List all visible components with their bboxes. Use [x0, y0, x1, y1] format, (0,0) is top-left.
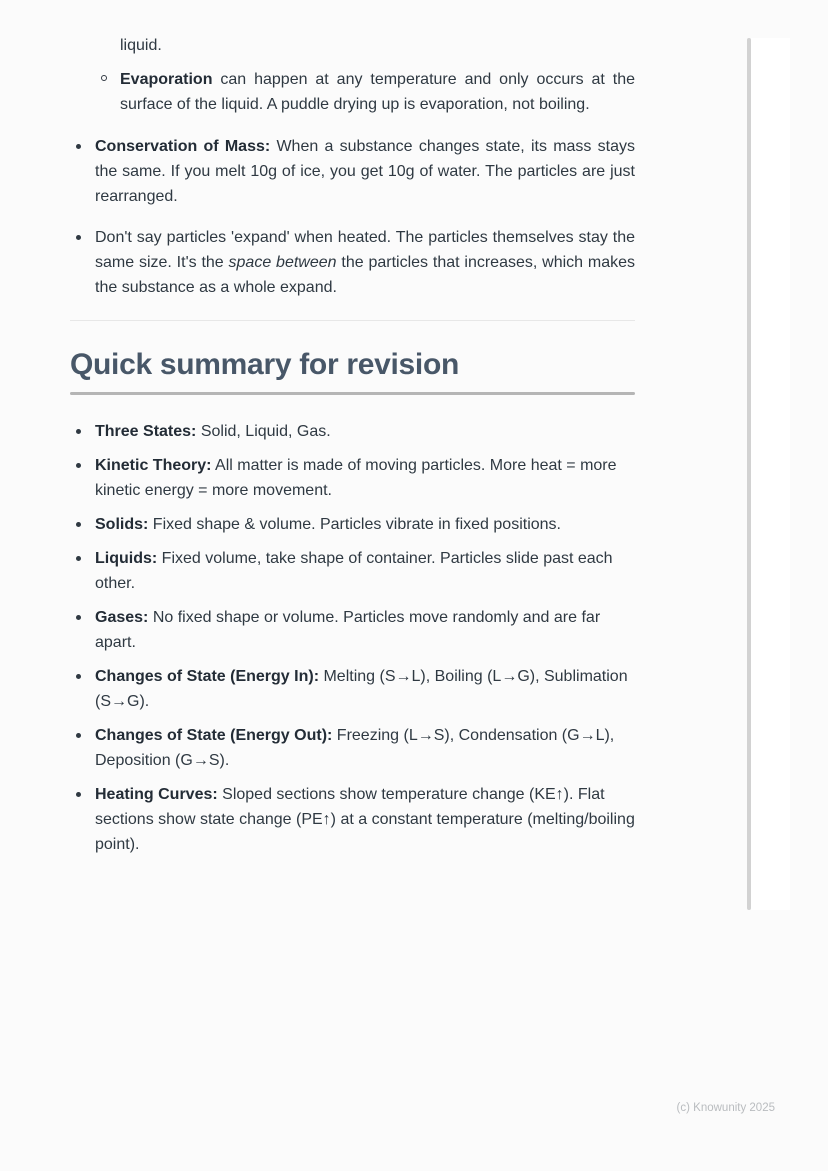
scrollbar-thumb[interactable] — [747, 38, 751, 910]
summary-list — [70, 419, 635, 857]
list-item-bold: Three States: — [95, 423, 197, 440]
list-item-text: Sloped sections show temperature change (KE↑). Flat sections show state change (PE↑) at a constant temperature (melting/boiling point). — [95, 786, 635, 853]
section-heading: Quick summary for revision — [70, 348, 460, 381]
list-item — [70, 134, 635, 209]
list-item-text: the particles that increases, which makes the substance as a whole expand. — [95, 254, 635, 296]
list-item — [70, 546, 635, 596]
list-item-text: Solid, Liquid, Gas. — [196, 423, 331, 440]
list-item-text: No fixed shape or volume. Particles move randomly and are far apart. — [95, 609, 601, 651]
list-item-text: Fixed shape & volume. Particles vibrate in fixed positions. — [148, 516, 561, 533]
disc-bullet-icon — [76, 522, 81, 527]
disc-bullet-icon — [76, 235, 81, 240]
disc-bullet-icon — [76, 429, 81, 434]
list-item-text: liquid. — [120, 37, 162, 54]
copyright-text: (c) Knowunity 2025 — [676, 1102, 775, 1114]
list-item-italic: space between — [228, 254, 337, 271]
list-item-bold: Gases: — [95, 609, 149, 626]
list-item — [70, 67, 635, 117]
list-item — [70, 782, 635, 857]
disc-bullet-icon — [76, 556, 81, 561]
list-item-bold: Liquids: — [95, 550, 158, 567]
disc-bullet-icon — [76, 463, 81, 468]
list-item — [70, 419, 635, 444]
list-item-text: Fixed volume, take shape of container. Particles slide past each other. — [95, 550, 613, 592]
list-item-bold: Kinetic Theory: — [95, 457, 212, 474]
list-item — [70, 723, 635, 773]
list-item-continuation — [70, 33, 635, 58]
list-item-text: Melting (S→L), Boiling (L→G), Sublimation (S→G). — [95, 668, 628, 710]
notes-list — [70, 33, 635, 300]
list-item-bold: Evaporation — [120, 71, 213, 88]
list-item-text: can happen at any temperature and only occurs at the surface of the liquid. A puddle drying up is evaporation, not boiling. — [120, 71, 635, 113]
circle-bullet-icon — [101, 75, 107, 81]
disc-bullet-icon — [76, 144, 81, 149]
document-content — [70, 33, 635, 866]
list-item-text: When a substance changes state, its mass stays the same. If you melt 10g of ice, you get 10g of water. The particles are just rearranged. — [95, 138, 636, 205]
disc-bullet-icon — [76, 615, 81, 620]
list-item-bold: Conservation of Mass: — [95, 138, 271, 155]
disc-bullet-icon — [76, 674, 81, 679]
list-item-text: Don't say particles 'expand' when heated. The particles themselves stay the same size. It's the — [95, 229, 635, 271]
list-item — [70, 225, 635, 300]
section-divider — [70, 320, 635, 321]
list-item — [70, 605, 635, 655]
list-item-bold: Solids: — [95, 516, 149, 533]
list-item — [70, 453, 635, 503]
list-item — [70, 512, 635, 537]
list-item — [70, 664, 635, 714]
list-item-bold: Changes of State (Energy In): — [95, 668, 320, 685]
list-item-text: Freezing (L→S), Condensation (G→L), Deposition (G→S). — [95, 727, 615, 769]
disc-bullet-icon — [76, 792, 81, 797]
list-item-text: All matter is made of moving particles. More heat = more kinetic energy = more movement. — [95, 457, 617, 499]
heading-underline — [70, 392, 635, 395]
scrollbar-track[interactable] — [751, 38, 790, 910]
disc-bullet-icon — [76, 733, 81, 738]
list-item-bold: Heating Curves: — [95, 786, 218, 803]
list-item-bold: Changes of State (Energy Out): — [95, 727, 333, 744]
